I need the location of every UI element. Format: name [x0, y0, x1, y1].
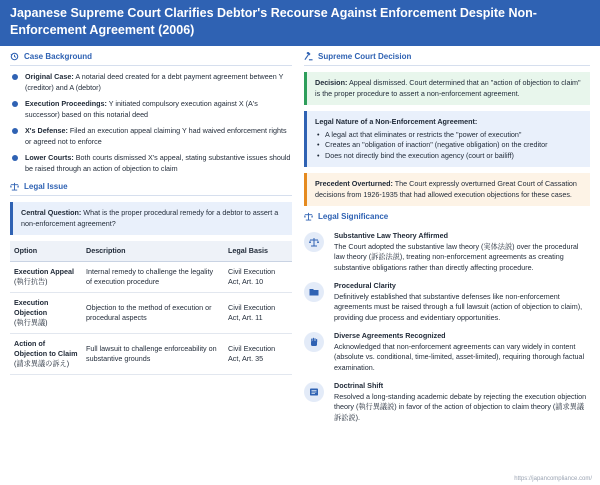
list-item: Original Case: A notarial deed created for a debt payment agreement between Y (creditor) and A (debtor) [10, 72, 292, 93]
case-background-list [10, 72, 292, 174]
decision-heading: Supreme Court Decision [304, 52, 590, 66]
case-background-heading: Case Background [10, 52, 292, 66]
table-row [10, 262, 292, 293]
column-header-legal-basis: Legal Basis [224, 241, 292, 262]
balance-scale-icon [10, 182, 19, 191]
hand-icon [304, 332, 324, 352]
significance-heading: Legal Significance [304, 212, 590, 225]
significance-item: Doctrinal Shift Resolved a long-standing academic debate by rejecting the execution objection theory (執行異議説) in favor of the action of objection to claim theory (請求異議訴訟説). [304, 381, 590, 423]
list-item: Lower Courts: Both courts dismissed X's appeal, stating substantive issues should be raised through an action of objection to claim [10, 153, 292, 174]
list-item: • Does not directly bind the execution agency (court or bailiff) [315, 151, 582, 162]
bullet-dot [12, 74, 18, 80]
option-cell: Execution Objection (執行異議) [10, 293, 82, 334]
folder-icon [304, 282, 324, 302]
table-header-row [10, 241, 292, 262]
footer-url: https://japancompliance.com/ [514, 476, 592, 482]
legal-nature-title: Legal Nature of a Non-Enforcement Agreement: [315, 117, 478, 126]
legal-nature-list [315, 130, 582, 162]
option-cell: Execution Appeal (執行抗告) [10, 262, 82, 293]
description-cell: Objection to the method of execution or procedural aspects [82, 293, 224, 334]
remedy-options-table [10, 241, 292, 375]
decision-callout: Decision: Appeal dismissed. Court determined that an "action of objection to claim" is the proper procedure to assert a non-enforcement agreement. [304, 72, 590, 105]
description-cell: Internal remedy to challenge the legality of execution procedure [82, 262, 224, 293]
significance-item: Procedural Clarity Definitively established that substantive defenses like non-enforcement agreements must be raised through a full lawsuit (action of objection to claim), providing due process and evidentiary opportunities. [304, 281, 590, 323]
list-item: • Creates an "obligation of inaction" (negative obligation) on the creditor [315, 140, 582, 151]
list-item: Execution Proceedings: Y initiated compulsory execution against X (A's successor) based on this notarial deed [10, 99, 292, 120]
basis-cell: Civil Execution Act, Art. 35 [224, 334, 292, 375]
legal-issue-heading: Legal Issue [10, 182, 292, 196]
balance-scale-icon [304, 232, 324, 252]
column-header-option: Option [10, 241, 82, 262]
central-question-callout: Central Question: What is the proper procedural remedy for a debtor to assert a non-enforcement agreement? [10, 202, 292, 235]
header-banner [0, 0, 600, 46]
book-icon [304, 382, 324, 402]
description-cell: Full lawsuit to challenge enforceability on substantive grounds [82, 334, 224, 375]
significance-item: Diverse Agreements Recognized Acknowledged that non-enforcement agreements can vary widely in content (absolute vs. conditional, time-limited, asset-limited), requiring thorough factual examination. [304, 331, 590, 373]
left-column [10, 52, 292, 375]
balance-scale-icon [304, 212, 313, 221]
legal-nature-callout [304, 111, 590, 167]
option-cell: Action of Objection to Claim (請求異議の訴え) [10, 334, 82, 375]
precedent-callout: Precedent Overturned: The Court expressly overturned Great Court of Cassation decisions from 1926-1935 that had allowed execution objections for these cases. [304, 173, 590, 206]
table-row [10, 293, 292, 334]
column-header-description: Description [82, 241, 224, 262]
table-row [10, 334, 292, 375]
gavel-icon [304, 52, 313, 61]
basis-cell: Civil Execution Act, Art. 11 [224, 293, 292, 334]
list-item: • A legal act that eliminates or restricts the "power of execution" [315, 130, 582, 141]
bullet-dot [12, 155, 18, 161]
page-title: Japanese Supreme Court Clarifies Debtor's Recourse Against Enforcement Despite Non-Enforcement Agreement (2006) [10, 6, 537, 37]
basis-cell: Civil Execution Act, Art. 10 [224, 262, 292, 293]
significance-item: Substantive Law Theory Affirmed The Court adopted the substantive law theory (実体法説) over the procedural law theory (訴訟法説), treating non-enforcement agreements as creating substantive obligations rather than directly affecting procedure. [304, 231, 590, 273]
bullet-dot [12, 101, 18, 107]
history-icon [10, 52, 19, 61]
right-column [304, 52, 590, 431]
bullet-dot [12, 128, 18, 134]
list-item: X's Defense: Filed an execution appeal claiming Y had waived enforcement rights or agreed not to enforce [10, 126, 292, 147]
